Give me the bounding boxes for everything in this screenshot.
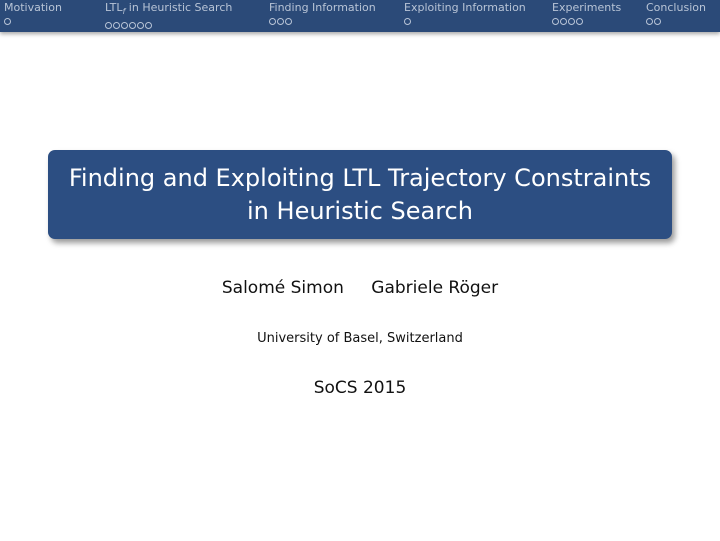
nav-slide-dots (269, 18, 376, 25)
nav-section-ltlf-heuristic-search[interactable] (105, 2, 232, 29)
event-name: SoCS 2015 (313, 378, 407, 398)
author-list (0, 278, 720, 298)
title-line: Finding and Exploiting LTL Trajectory Constraints (68, 163, 652, 192)
slide-dot[interactable] (552, 18, 559, 25)
slide-dot[interactable] (105, 22, 112, 29)
slide-dot[interactable] (560, 18, 567, 25)
slide-dot[interactable] (654, 18, 661, 25)
slide-dot[interactable] (646, 18, 653, 25)
nav-section-motivation[interactable] (4, 2, 62, 25)
slide-dot[interactable] (285, 18, 292, 25)
presentation-title (69, 162, 651, 228)
nav-slide-dots (4, 18, 62, 25)
slide-dot[interactable] (113, 22, 120, 29)
nav-section-experiments[interactable] (552, 2, 621, 25)
nav-section-label: Motivation (4, 1, 62, 14)
slide-dot[interactable] (4, 18, 11, 25)
slide-dot[interactable] (137, 22, 144, 29)
title-line: in Heuristic Search (247, 196, 473, 225)
nav-section-exploiting-information[interactable] (404, 2, 526, 25)
nav-slide-dots (646, 18, 706, 25)
nav-section-label: Experiments (552, 1, 622, 14)
author-name: Gabriele Röger (371, 278, 499, 298)
affiliation: University of Basel, Switzerland (257, 331, 463, 346)
nav-slide-dots (552, 18, 621, 25)
nav-section-label: Exploiting Information (404, 1, 526, 14)
slide-dot[interactable] (121, 22, 128, 29)
nav-slide-dots (105, 22, 232, 29)
nav-section-label: Finding Information (269, 1, 376, 14)
section-navigation-bar (0, 0, 720, 32)
slide-dot[interactable] (568, 18, 575, 25)
slide-dot[interactable] (129, 22, 136, 29)
slide-dot[interactable] (277, 18, 284, 25)
slide-dot[interactable] (269, 18, 276, 25)
nav-section-label: Conclusion (646, 1, 706, 14)
slide-dot[interactable] (404, 18, 411, 25)
slide-dot[interactable] (145, 22, 152, 29)
slide-dot[interactable] (576, 18, 583, 25)
nav-section-conclusion[interactable] (646, 2, 706, 25)
author-name: Salomé Simon (221, 278, 344, 298)
title-block (48, 150, 672, 239)
nav-section-label: $LTL_f$ in Heuristic Search (105, 1, 233, 17)
nav-slide-dots (404, 18, 526, 25)
nav-section-finding-information[interactable] (269, 2, 376, 25)
